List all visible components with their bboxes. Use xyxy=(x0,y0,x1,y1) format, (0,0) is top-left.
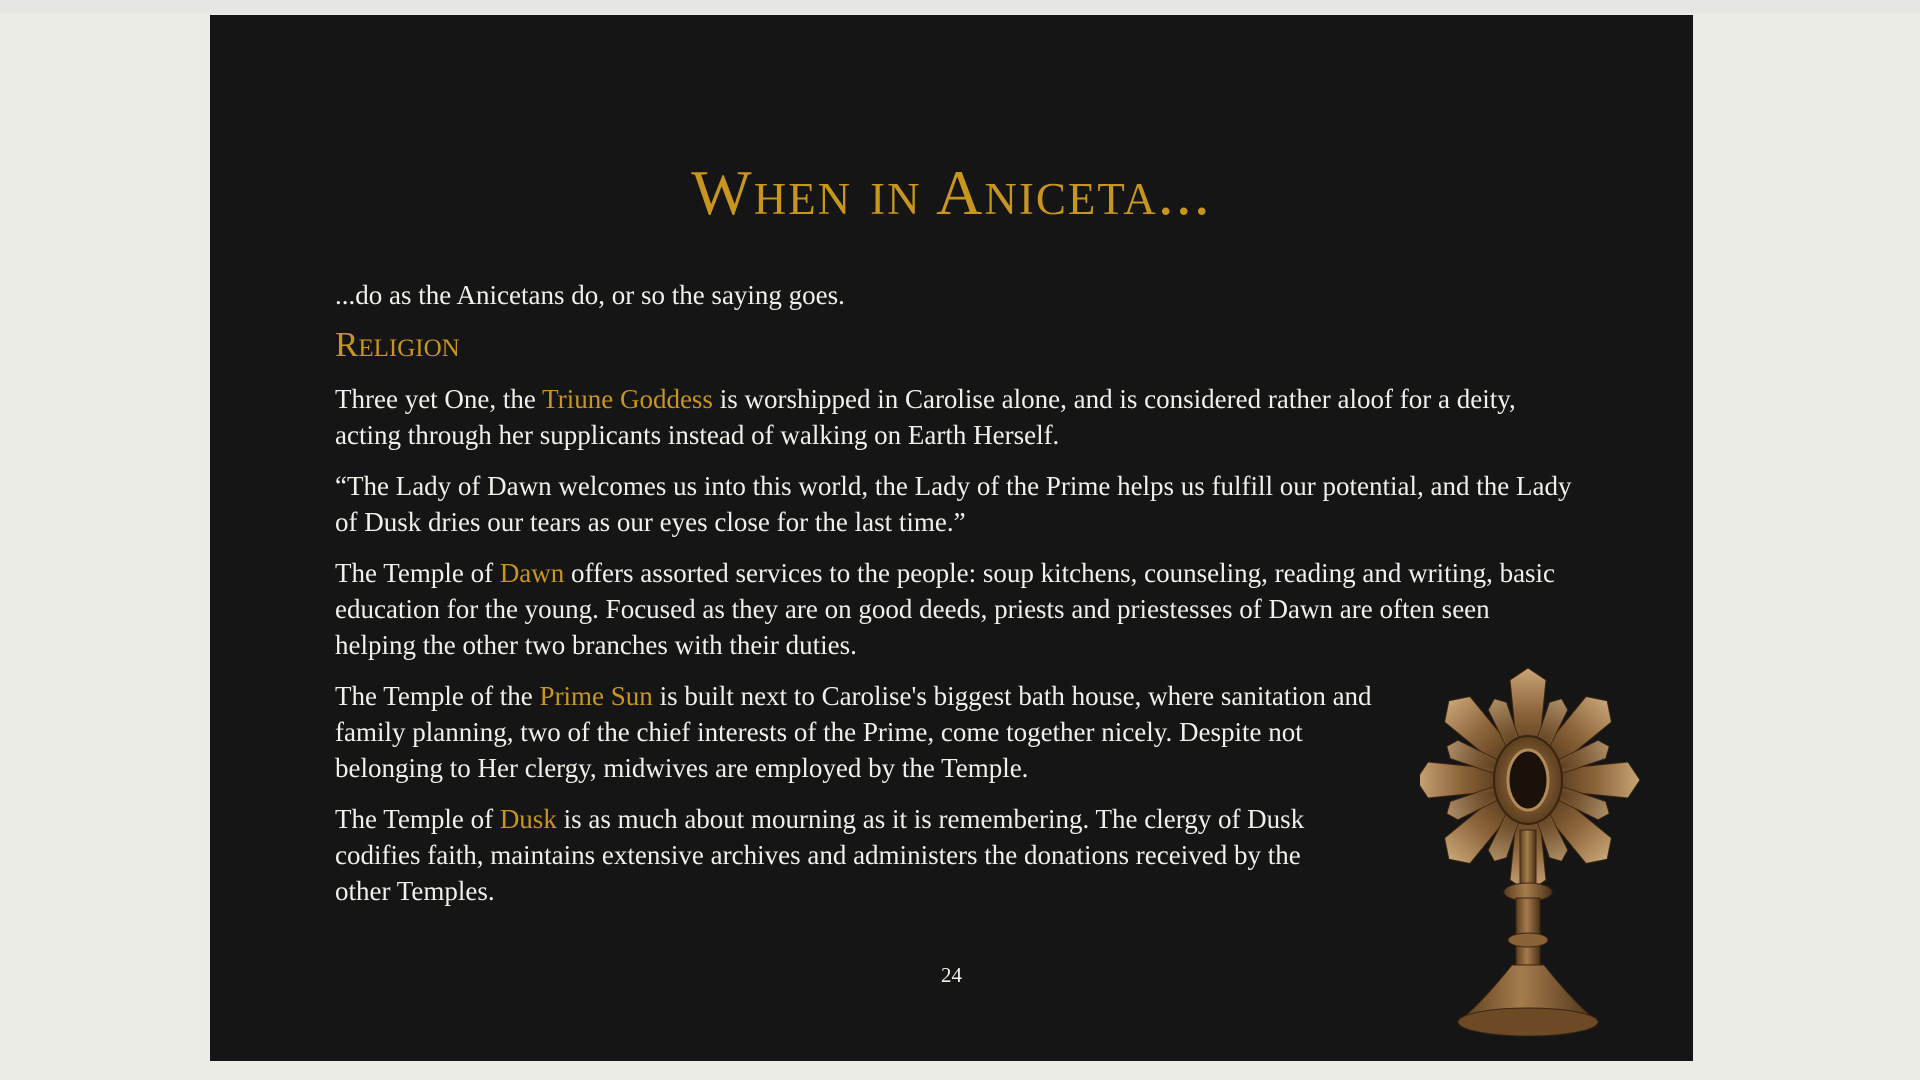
top-strip xyxy=(0,0,1920,13)
paragraph-text: Three yet One, the xyxy=(335,384,543,414)
paragraph-dusk xyxy=(335,801,1355,909)
paragraph-text: The Temple of xyxy=(335,558,500,588)
paragraph-text: is built next to Carolise's biggest bath house, where sanitation and family planning, two of the chief interests of the Prime, come together nicely. Despite not belonging to Her clergy, midwives are employed by the Temple. xyxy=(335,681,1372,783)
paragraph-triune-goddess xyxy=(335,381,1575,453)
section-heading-religion: Religion xyxy=(335,325,460,364)
page-content xyxy=(335,277,1575,924)
highlight-term: Dusk xyxy=(499,804,557,834)
monstrance-stem xyxy=(1458,830,1598,1036)
paragraph-dawn xyxy=(335,555,1575,663)
paragraph-text: offers assorted services to the people: soup kitchens, counseling, reading and writing, basic education for the young. Focused as they are on good deeds, priests and priestesses of Dawn are often seen helping the other two branches with their duties. xyxy=(335,558,1556,660)
monstrance-illustration xyxy=(1420,620,1650,1045)
document-page xyxy=(210,15,1693,1061)
paragraph-text: The Temple of xyxy=(335,804,500,834)
page-title: When in Aniceta... xyxy=(691,157,1212,228)
highlight-term: Dawn xyxy=(499,558,565,588)
paragraph-text: The Temple of the xyxy=(335,681,540,711)
paragraph-text: is as much about mourning as it is remembering. The clergy of Dusk codifies faith, maintains extensive archives and administers the donations received by the other Temples. xyxy=(335,804,1305,906)
intro-text: ...do as the Anicetans do, or so the saying goes. xyxy=(335,280,845,310)
highlight-term: Prime Sun xyxy=(539,681,653,711)
paragraph-prime-sun xyxy=(335,678,1405,786)
highlight-term: Triune Goddess xyxy=(542,384,713,414)
paragraph-quote: “The Lady of Dawn welcomes us into this world, the Lady of the Prime helps us fulfill our potential, and the Lady of Dusk dries our tears as our eyes close for the last time.” xyxy=(335,471,1572,537)
paragraph-text: is worshipped in Carolise alone, and is considered rather aloof for a deity, acting through her supplicants instead of walking on Earth Herself. xyxy=(335,384,1516,450)
page-number: 24 xyxy=(941,963,962,987)
